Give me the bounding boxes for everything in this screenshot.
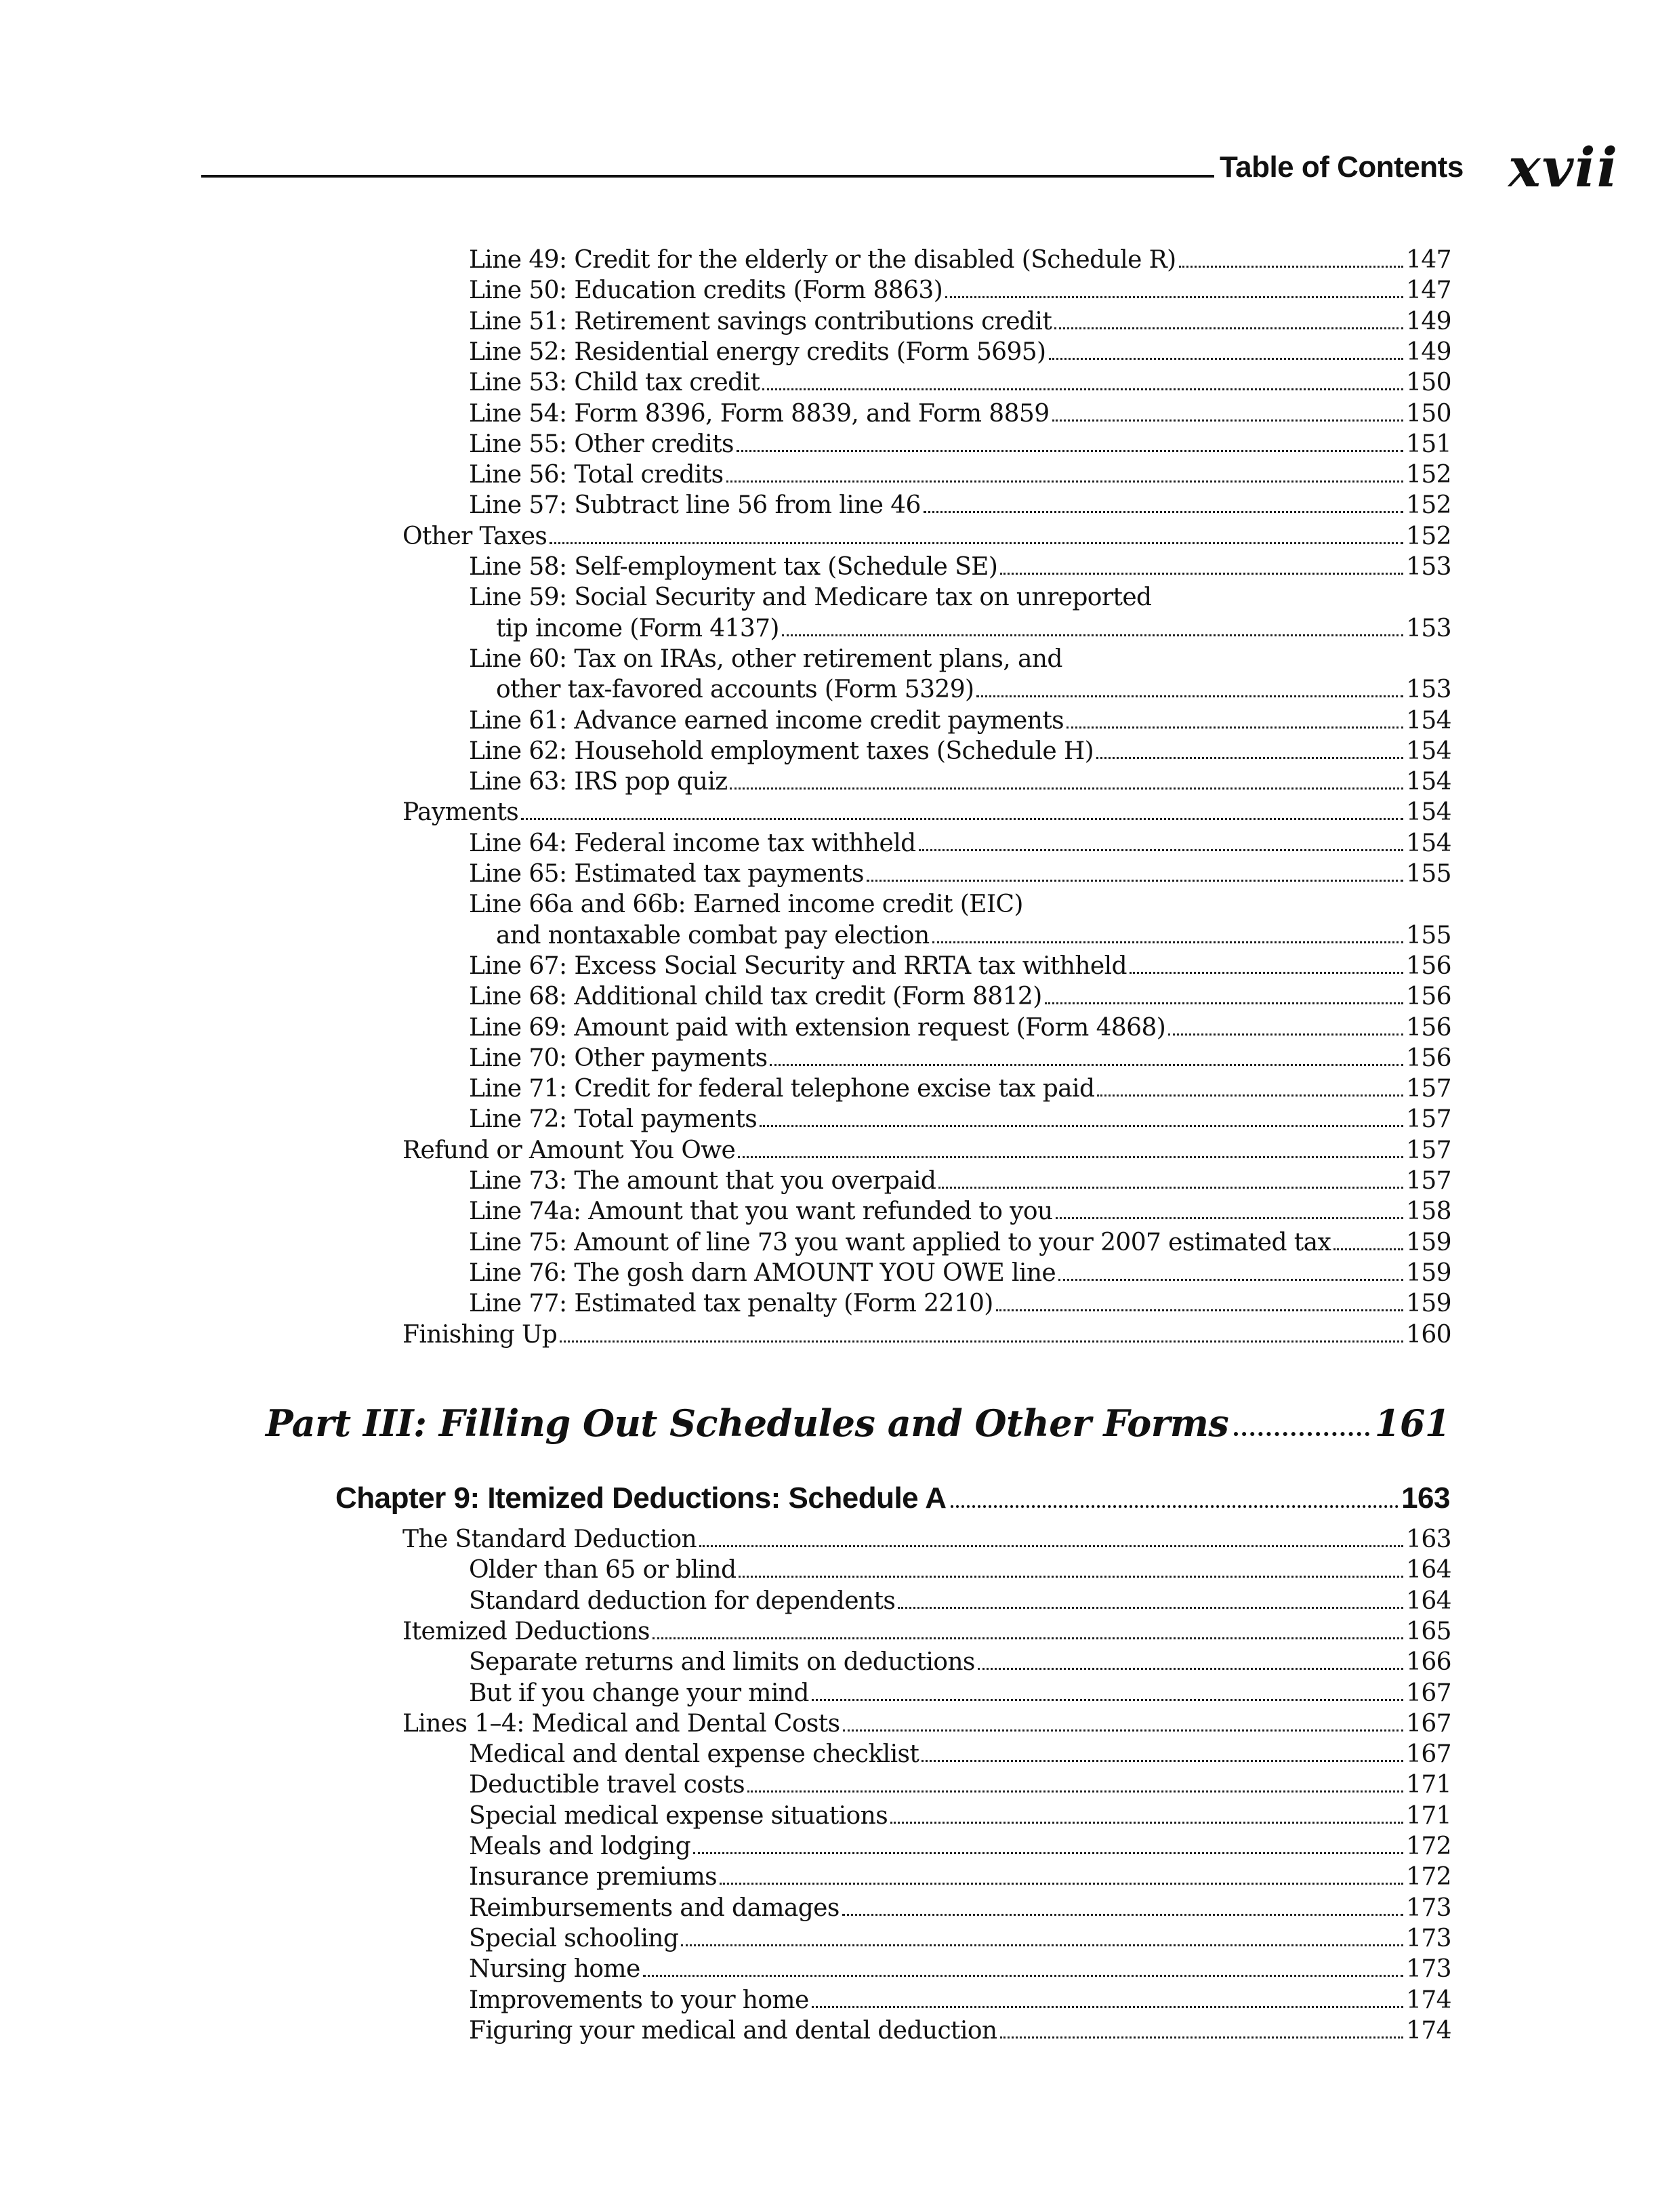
toc-leader-dots (890, 1822, 1403, 1824)
toc-entry (469, 1893, 1451, 1923)
toc-leader-dots (812, 1699, 1403, 1701)
toc-leader-dots (782, 634, 1403, 636)
toc-entry (402, 522, 1451, 552)
toc-entry (469, 1289, 1451, 1319)
toc-entry-page: 173 (1406, 1955, 1451, 1984)
toc-entry-label: Line 50: Education credits (Form 8863) (469, 276, 943, 305)
toc-leader-dots (730, 787, 1403, 790)
toc-entry-label: Other Taxes (402, 522, 547, 550)
toc-leader-dots (550, 542, 1403, 544)
part-title: Part III: Filling Out Schedules and Other Forms (266, 1401, 1229, 1445)
toc-leader-dots (1049, 358, 1404, 360)
toc-entry-page: 153 (1406, 614, 1451, 642)
toc-entry-page: 155 (1406, 860, 1451, 888)
toc-leader-dots (699, 1545, 1403, 1547)
toc-entry-page: 172 (1406, 1863, 1451, 1891)
toc-entry-label: Line 67: Excess Social Security and RRTA tax withheld (469, 951, 1127, 980)
toc-entry (402, 1709, 1451, 1739)
toc-leader-dots (693, 1852, 1403, 1854)
toc-entry-label: Insurance premiums (469, 1863, 718, 1891)
toc-leader-dots (762, 388, 1403, 390)
toc-leader-dots (739, 1576, 1403, 1578)
toc-entry-page: 173 (1406, 1924, 1451, 1952)
toc-entry-page: 156 (1406, 951, 1451, 980)
toc-entry-label: Line 51: Retirement savings contributions credit (469, 307, 1052, 335)
toc-leader-dots (1097, 1094, 1403, 1097)
toc-entry (469, 1013, 1451, 1043)
toc-entry-label: Deductible travel costs (469, 1771, 745, 1799)
toc-entry-label: But if you change your mind (469, 1679, 809, 1707)
toc-leader-dots (770, 1064, 1403, 1066)
toc-entry (469, 706, 1451, 736)
toc-entry-page: 167 (1406, 1679, 1451, 1707)
toc-leader-dots (843, 1729, 1404, 1732)
toc-entry-label: Line 73: The amount that you overpaid (469, 1167, 936, 1195)
toc-leader-dots (643, 1975, 1403, 1977)
toc-entry-label: Line 65: Estimated tax payments (469, 860, 864, 888)
toc-entry (469, 337, 1451, 367)
toc-entry-page: 153 (1406, 676, 1451, 704)
toc-entry (469, 737, 1451, 766)
toc-entry (469, 1770, 1451, 1800)
toc-leader-dots (938, 1187, 1403, 1189)
toc-leader-dots (738, 1156, 1403, 1158)
toc-entry-label: Line 71: Credit for federal telephone excise tax paid (469, 1075, 1095, 1103)
toc-entry-label: Line 57: Subtract line 56 from line 46 (469, 491, 921, 520)
toc-entry-page: 157 (1406, 1136, 1451, 1164)
toc-leader-dots (919, 849, 1404, 851)
toc-entry-page: 151 (1406, 430, 1451, 458)
toc-leader-dots (976, 695, 1403, 697)
toc-entry (469, 460, 1451, 490)
toc-entry-label: Reimbursements and damages (469, 1893, 840, 1922)
toc-entry-page: 149 (1406, 337, 1451, 366)
toc-leader-dots (653, 1637, 1403, 1639)
toc-leader-dots (1130, 972, 1403, 974)
toc-entry-label: Standard deduction for dependents (469, 1586, 896, 1615)
toc-entry (469, 1801, 1451, 1831)
toc-entry-label: Line 63: IRS pop quiz (469, 768, 728, 796)
toc-entry (402, 1525, 1451, 1555)
toc-entry-page: 147 (1406, 246, 1451, 274)
toc-entry (469, 1986, 1451, 2015)
toc-entry-page: 156 (1406, 1013, 1451, 1042)
toc-entry-page: 166 (1406, 1648, 1451, 1677)
toc-leader-dots (726, 480, 1404, 483)
toc-leader-dots (978, 1668, 1403, 1670)
toc-entry-label: tip income (Form 4137) (496, 614, 779, 642)
toc-entry-page: 155 (1406, 921, 1451, 949)
toc-entry (402, 1617, 1451, 1647)
toc-entry-page: 167 (1406, 1709, 1451, 1738)
toc-entry-label: Itemized Deductions (402, 1617, 650, 1645)
toc-leader-dots (737, 450, 1403, 452)
chapter-leader-dots (951, 1505, 1399, 1508)
toc-entry-label: Line 69: Amount paid with extension request (Form 4868) (469, 1013, 1166, 1042)
toc-entry-label: Separate returns and limits on deductions (469, 1648, 975, 1677)
toc-entry (496, 675, 1451, 705)
toc-entry-page: 164 (1406, 1556, 1451, 1584)
toc-entry (469, 890, 1451, 920)
toc-entry-page: 157 (1406, 1075, 1451, 1103)
toc-entry-page: 159 (1406, 1228, 1451, 1256)
toc-entry-page: 152 (1406, 522, 1451, 550)
toc-entry (469, 1044, 1451, 1073)
toc-entry (469, 1197, 1451, 1227)
toc-entry-label: Line 66a and 66b: Earned income credit (EIC) (469, 890, 1023, 919)
toc-entry-label: Line 59: Social Security and Medicare tax on unreported (469, 583, 1152, 612)
toc-entry-label: Line 60: Tax on IRAs, other retirement plans, and (469, 644, 1062, 673)
toc-entry-page: 172 (1406, 1832, 1451, 1860)
toc-entry-label: Line 70: Other payments (469, 1044, 768, 1072)
toc-entry (469, 1862, 1451, 1892)
toc-entry-label: Line 49: Credit for the elderly or the disabled (Schedule R) (469, 246, 1176, 274)
toc-leader-dots (1000, 573, 1403, 575)
toc-entry (469, 1832, 1451, 1862)
toc-entry-page: 158 (1406, 1197, 1451, 1226)
toc-entry-page: 163 (1406, 1525, 1451, 1553)
toc-entry-label: Older than 65 or blind (469, 1556, 737, 1584)
toc-leader-dots (1056, 1217, 1404, 1219)
toc-entry-page: 152 (1406, 491, 1451, 520)
toc-leader-dots (812, 2006, 1403, 2008)
toc-leader-dots (924, 511, 1403, 513)
toc-entry-label: Line 54: Form 8396, Form 8839, and Form 8859 (469, 399, 1050, 428)
toc-entry (469, 583, 1451, 613)
toc-entry (469, 1924, 1451, 1954)
toc-entry-label: Line 53: Child tax credit (469, 369, 760, 397)
toc-entry-page: 149 (1406, 307, 1451, 335)
toc-leader-dots (1067, 726, 1403, 729)
toc-leader-dots (898, 1607, 1403, 1609)
toc-leader-dots (842, 1914, 1403, 1916)
toc-entry (469, 399, 1451, 429)
toc-leader-dots (747, 1790, 1403, 1793)
toc-entry-label: and nontaxable combat pay election (496, 921, 930, 949)
toc-entry-label: Line 62: Household employment taxes (Schedule H) (469, 737, 1094, 765)
toc-entry-page: 174 (1406, 1986, 1451, 2014)
toc-entry (469, 1166, 1451, 1196)
toc-entry (469, 1555, 1451, 1585)
toc-entry (496, 921, 1451, 951)
part-leader-dots (1234, 1432, 1369, 1436)
toc-entry (402, 1320, 1451, 1350)
toc-entry-label: Line 56: Total credits (469, 461, 724, 489)
toc-entry (469, 1740, 1451, 1769)
toc-entry-page: 165 (1406, 1617, 1451, 1645)
toc-entry (469, 1228, 1451, 1258)
toc-entry (469, 982, 1451, 1012)
toc-entry (496, 614, 1451, 644)
toc-entry-label: Refund or Amount You Owe (402, 1136, 736, 1164)
toc-entry (469, 552, 1451, 582)
toc-entry (469, 1586, 1451, 1616)
toc-leader-dots (521, 818, 1403, 820)
running-header-title: Table of Contents (1220, 150, 1464, 184)
toc-leader-dots (1058, 1279, 1403, 1281)
page-number: xvii (1508, 136, 1619, 199)
toc-entry-page: 153 (1406, 553, 1451, 581)
toc-entry (469, 368, 1451, 398)
toc-entry-label: Line 55: Other credits (469, 430, 734, 458)
toc-leader-dots (996, 1309, 1403, 1311)
toc-leader-dots (1045, 1002, 1403, 1004)
toc-entry (469, 829, 1451, 859)
toc-leader-dots (1054, 327, 1403, 329)
toc-entry (469, 1679, 1451, 1708)
toc-entry (469, 1074, 1451, 1104)
toc-entry-page: 159 (1406, 1290, 1451, 1318)
toc-leader-dots (720, 1883, 1403, 1885)
toc-entry (402, 1136, 1451, 1166)
toc-leader-dots (932, 941, 1403, 943)
toc-entry-label: Meals and lodging (469, 1832, 691, 1860)
toc-entry (469, 1954, 1451, 1984)
toc-entry-label: Line 77: Estimated tax penalty (Form 2210) (469, 1290, 993, 1318)
toc-leader-dots (1333, 1248, 1403, 1250)
toc-leader-dots (1168, 1033, 1403, 1036)
toc-entry (402, 798, 1451, 827)
toc-entry-label: The Standard Deduction (402, 1525, 697, 1553)
toc-entry (469, 1647, 1451, 1677)
toc-entry-label: Line 76: The gosh darn AMOUNT YOU OWE line (469, 1258, 1056, 1287)
toc-entry-page: 152 (1406, 461, 1451, 489)
toc-entry-page: 154 (1406, 706, 1451, 735)
toc-entry-label: Line 58: Self-employment tax (Schedule SE) (469, 553, 998, 581)
toc-entry-page: 156 (1406, 983, 1451, 1011)
toc-entry-label: Improvements to your home (469, 1986, 809, 2014)
chapter-page: 163 (1401, 1481, 1450, 1515)
toc-entry-label: Line 64: Federal income tax withheld (469, 829, 916, 857)
header-rule (201, 175, 1214, 178)
toc-entry (469, 644, 1451, 674)
toc-entry-page: 171 (1406, 1771, 1451, 1799)
toc-leader-dots (922, 1760, 1403, 1762)
toc-leader-dots (945, 296, 1403, 298)
toc-entry-page: 156 (1406, 1044, 1451, 1072)
toc-entry (469, 491, 1451, 520)
toc-leader-dots (1052, 419, 1404, 422)
toc-entry-page: 154 (1406, 768, 1451, 796)
toc-entry-label: Line 72: Total payments (469, 1105, 758, 1134)
toc-entry (469, 859, 1451, 889)
toc-entry-label: Figuring your medical and dental deduction (469, 2016, 997, 2045)
toc-entry-label: Line 74a: Amount that you want refunded to you (469, 1197, 1053, 1226)
toc-entry (469, 2016, 1451, 2046)
toc-leader-dots (681, 1944, 1403, 1946)
toc-entry-page: 157 (1406, 1167, 1451, 1195)
toc-entry-label: Line 61: Advance earned income credit payments (469, 706, 1064, 735)
toc-entry-label: Finishing Up (402, 1320, 558, 1349)
part-page: 161 (1374, 1401, 1450, 1445)
toc-leader-dots (1096, 757, 1403, 759)
toc-entry (469, 430, 1451, 459)
toc-entry-page: 154 (1406, 737, 1451, 765)
toc-entry (469, 767, 1451, 797)
toc-entry-page: 157 (1406, 1105, 1451, 1134)
toc-entry (469, 1105, 1451, 1134)
toc-entry (469, 307, 1451, 337)
toc-entry-label: Special medical expense situations (469, 1801, 888, 1830)
toc-entry-page: 164 (1406, 1586, 1451, 1615)
toc-entry-page: 154 (1406, 798, 1451, 827)
chapter-heading (335, 1481, 1450, 1515)
toc-leader-dots (867, 880, 1403, 882)
toc-entry-page: 159 (1406, 1258, 1451, 1287)
toc-entry-page: 174 (1406, 2016, 1451, 2045)
part-heading (266, 1401, 1450, 1445)
toc-entry-label: Payments (402, 798, 519, 827)
toc-entry-page: 173 (1406, 1893, 1451, 1922)
toc-entry-label: Nursing home (469, 1955, 640, 1984)
toc-entry-page: 150 (1406, 399, 1451, 428)
toc-leader-dots (1179, 266, 1404, 268)
toc-entry-label: Lines 1–4: Medical and Dental Costs (402, 1709, 840, 1738)
toc-leader-dots (760, 1125, 1403, 1127)
toc-entry-page: 160 (1406, 1320, 1451, 1349)
toc-entry (469, 951, 1451, 981)
toc-entry-page: 147 (1406, 276, 1451, 305)
toc-leader-dots (1000, 2036, 1404, 2039)
toc-entry-label: Line 52: Residential energy credits (Form 5695) (469, 337, 1046, 366)
toc-entry-page: 154 (1406, 829, 1451, 857)
toc-entry-page: 171 (1406, 1801, 1451, 1830)
chapter-title: Chapter 9: Itemized Deductions: Schedule A (335, 1481, 947, 1515)
toc-entry-page: 167 (1406, 1740, 1451, 1769)
toc-entry (469, 245, 1451, 275)
toc-leader-dots (560, 1340, 1403, 1343)
toc-entry (469, 276, 1451, 306)
toc-entry-page: 150 (1406, 369, 1451, 397)
toc-entry-label: other tax-favored accounts (Form 5329) (496, 676, 974, 704)
toc-entry-label: Line 75: Amount of line 73 you want applied to your 2007 estimated tax (469, 1228, 1331, 1256)
toc-entry-label: Medical and dental expense checklist (469, 1740, 919, 1769)
toc-entry (469, 1258, 1451, 1288)
toc-entry-label: Line 68: Additional child tax credit (Form 8812) (469, 983, 1042, 1011)
toc-entry-label: Special schooling (469, 1924, 679, 1952)
